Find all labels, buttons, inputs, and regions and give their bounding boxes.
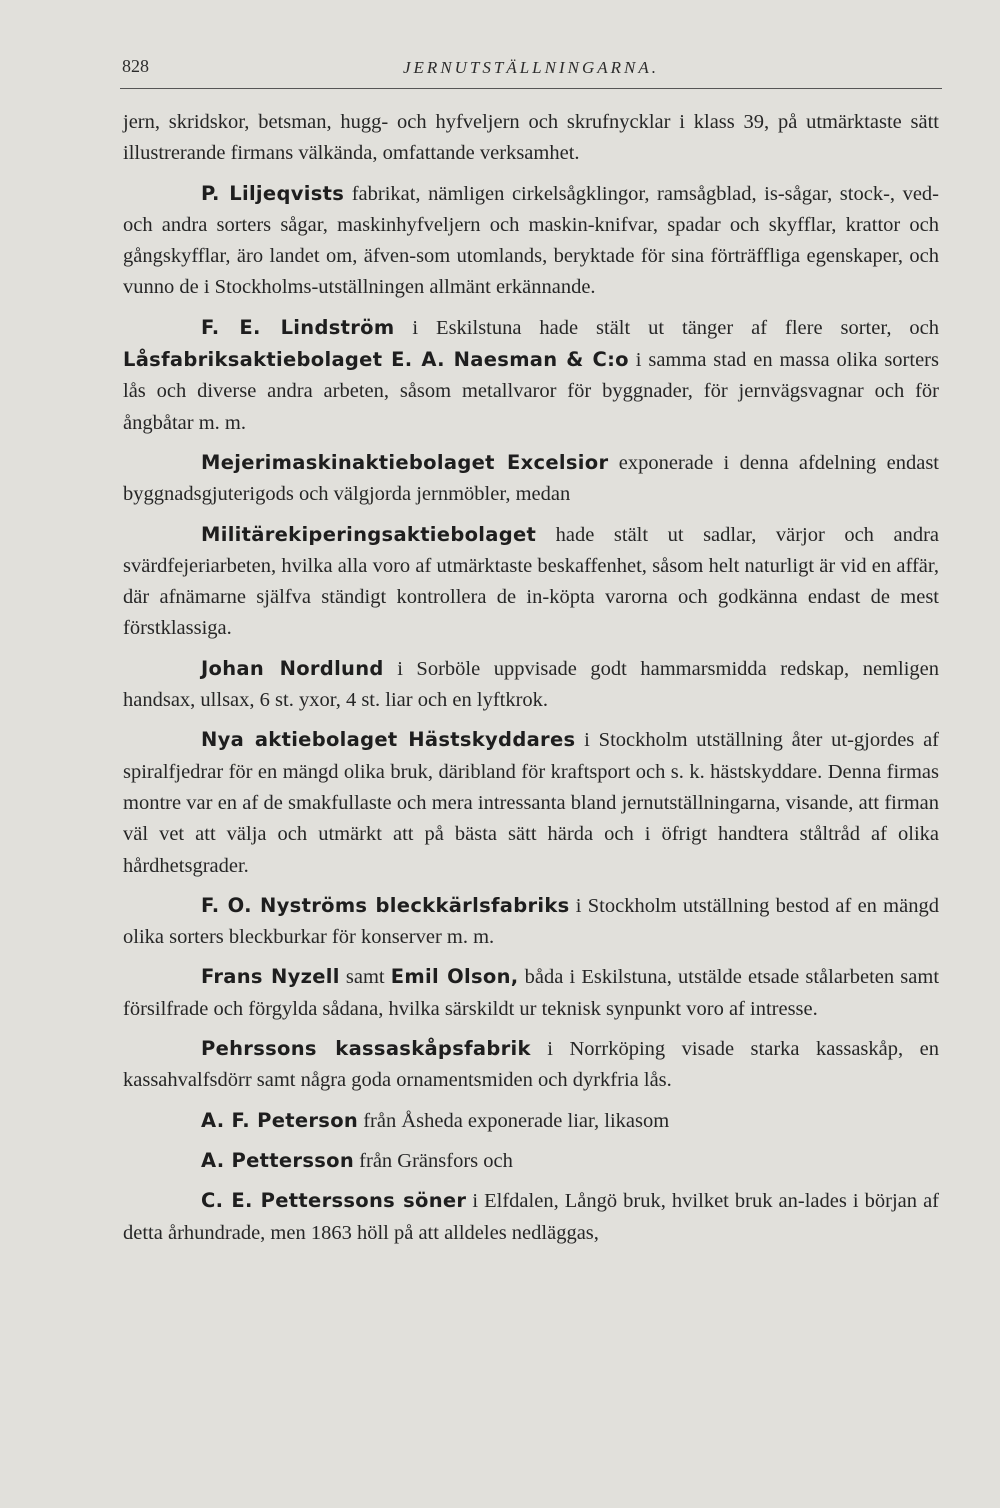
paragraph	[123, 1033, 939, 1097]
company-name: F. E. Lindström	[201, 315, 395, 339]
body-text	[123, 107, 939, 1249]
paragraph-text: exponerade i denna afdelning endast byggnadsgjuterigods och välgjorda jernmöbler, medan	[123, 451, 940, 506]
paragraph-text: båda i Eskilstuna, utstälde etsade stålarbeten samt försilfrade och förgylda sådana, hvilka särskildt ur teknisk synpunkt voro af intresse.	[123, 966, 940, 1020]
company-name: A. F. Peterson	[201, 1108, 359, 1132]
paragraph	[123, 961, 939, 1025]
company-name: Militärekiperingsaktiebolaget	[201, 522, 537, 546]
header-rule	[120, 88, 942, 89]
paragraph	[123, 724, 939, 881]
paragraph	[123, 1105, 939, 1137]
paragraph-text: i Sorböle uppvisade godt hammarsmidda redskap, nemligen handsax, ullsax, 6 st. yxor, 4 st. liar och en lyftkrok.	[123, 657, 939, 712]
paragraph-text: samt	[339, 966, 391, 989]
company-name: P. Liljeqvists	[201, 181, 345, 205]
running-title: JERNUTSTÄLLNINGARNA.	[403, 58, 659, 77]
paragraph-text: i Stockholm utställning bestod af en mängd olika sorters bleckburkar för konserver m. m.	[123, 894, 939, 949]
page-header	[122, 50, 940, 86]
paragraph	[123, 312, 939, 439]
paragraph-text: i Stockholm utställning åter ut-gjordes af spiralfjedrar för en mängd olika bruk, däribland för kraftsport och s. k. hästskyddare. Denna firmas montre var en af de smakfullaste och mera intressanta bland jernutställningarna, visande, att firman väl vet att välja och utmärkt att på bästa sätt härda och i öfrigt handtera ståltråd af olika hårdhetsgrader.	[123, 729, 940, 877]
company-name: Frans Nyzell	[201, 965, 340, 989]
company-name: Mejerimaskinaktiebolaget Excelsior	[201, 450, 609, 474]
paragraph-text: i Norrköping visade starka kassaskåp, en kassahvalfsdörr samt några goda ornamentsmiden och dyrkfria lås.	[123, 1038, 939, 1092]
paragraph	[123, 653, 939, 717]
company-name: Låsfabriksaktiebolaget E. A. Naesman & C:o	[123, 348, 629, 372]
paragraph-text: från Åsheda exponerade liar, likasom	[358, 1109, 670, 1132]
paragraph	[123, 519, 939, 645]
company-name: Johan Nordlund	[201, 656, 384, 680]
paragraph-text: jern, skridskor, betsman, hugg- och hyfveljern och skrufnycklar i klass 39, på utmärktaste sätt illustrerande firmans välkända, omfattande verksamhet.	[123, 111, 939, 165]
paragraph-text: i Eskilstuna hade stält ut tänger af flere sorter, och	[394, 316, 939, 339]
paragraph	[123, 1185, 939, 1249]
paragraph-text: i Elfdalen, Långö bruk, hvilket bruk an-lades i början af detta århundrade, men 1863 höll på att alldeles nedläggas,	[123, 1190, 939, 1244]
company-name: Nya aktiebolaget Hästskyddares	[201, 728, 576, 752]
paragraph-text: från Gränsfors och	[354, 1149, 513, 1172]
paragraph	[123, 447, 939, 511]
paragraph	[123, 1145, 939, 1177]
company-name: Pehrssons kassaskåpsfabrik	[201, 1037, 531, 1061]
paragraph-text: fabrikat, nämligen cirkelsågklingor, ramsågblad, is-sågar, stock-, ved- och andra sorters sågar, maskinhyfveljern och maskin-knifvar, spadar och skyfflar, krattor och gångskyfflar, äro landet om, äfven-som utomlands, beryktade för sina förträffliga egenskaper, och vunno de i Stockholms-utställningen allmänt erkännande.	[123, 182, 939, 299]
company-name: Emil Olson,	[390, 965, 519, 989]
paragraph	[123, 178, 939, 304]
paragraph-text: hade stält ut sadlar, värjor och andra svärdfejeriarbeten, hvilka alla voro af utmärktaste beskaffenhet, såsom helt naturligt är vid en affär, där afnämarne själfva ständigt kontrollera de in-köpta varorna och godkänna endast de mest förstklassiga.	[123, 523, 939, 640]
page-number: 828	[122, 56, 149, 76]
paragraph	[123, 107, 939, 170]
company-name: C. E. Petterssons söner	[201, 1189, 467, 1213]
paragraph	[123, 890, 939, 954]
company-name: A. Pettersson	[201, 1148, 355, 1172]
paragraph-text: i samma stad en massa olika sorters lås och diverse andra arbeten, såsom metallvaror för byggnader, för jernvägsvagnar och för ångbåtar m. m.	[123, 349, 939, 434]
company-name: F. O. Nyströms bleckkärlsfabriks	[201, 893, 570, 917]
